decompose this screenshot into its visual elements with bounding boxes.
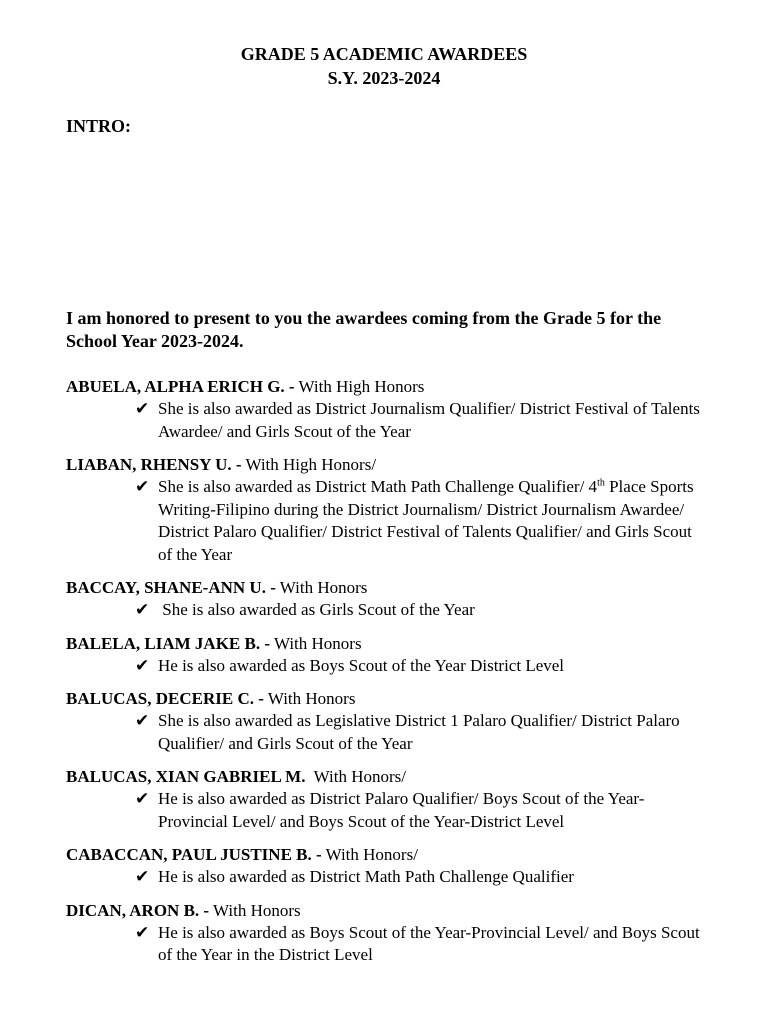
awardee-entry [66, 766, 706, 833]
checkmark-icon: ✔ [135, 922, 150, 942]
award-detail-text [158, 476, 706, 566]
award-detail [66, 788, 706, 833]
checkmark-icon: ✔ [135, 867, 150, 886]
document-title: GRADE 5 ACADEMIC AWARDEES [240, 44, 528, 64]
award-detail [66, 655, 706, 678]
awardee-name-line [66, 454, 706, 476]
checkmark-icon: ✔ [135, 789, 150, 808]
award-detail-text-end: Place Sports Writing-Filipino during the District Journalism/ District Journalism Awardee/ District Palaro Qualifier/ District Festival of Talents Qualifier/ and Girls Scout of the Year [158, 477, 694, 564]
award-detail-text: She is also awarded as Legislative District 1 Palaro Qualifier/ District Palaro Qualifier/ and Girls Scout of the Year [158, 711, 680, 753]
awardee-entry [66, 844, 706, 889]
award-detail [66, 476, 706, 566]
awardee-name: BALELA, LIAM JAKE B. - [66, 633, 271, 653]
awardee-name: BALUCAS, DECERIE C. - [66, 689, 264, 708]
award-detail-text: She is also awarded as District Journalism Qualifier/ District Festival of Talents Awardee/ and Girls Scout of the Year [158, 399, 700, 441]
awardee-name: DICAN, ARON B. - [66, 900, 210, 920]
awardee-entry [66, 577, 706, 622]
award-detail-text: He is also awarded as District Palaro Qualifier/ Boys Scout of the Year-Provincial Level/ and Boys Scout of the Year-District Level [158, 789, 645, 831]
awardee-entry [66, 376, 706, 443]
award-detail-text: He is also awarded as District Math Path Challenge Qualifier [158, 867, 574, 886]
checkmark-icon: ✔ [135, 477, 150, 496]
awardee-name: ABUELA, ALPHA ERICH G. - [66, 377, 295, 396]
school-year: S.Y. 2023-2024 [327, 68, 441, 88]
awardee-list [66, 376, 706, 978]
checkmark-icon: ✔ [135, 655, 150, 675]
award-detail [66, 922, 706, 967]
checkmark-icon: ✔ [135, 600, 150, 619]
award-detail-text: He is also awarded as Boys Scout of the Year-Provincial Level/ and Boys Scout of the Year in the District Level [158, 922, 700, 964]
award-detail [66, 599, 706, 622]
ordinal-suffix: th [597, 477, 605, 489]
awardee-name-line [66, 376, 706, 398]
awardee-name: BALUCAS, XIAN GABRIEL M. [66, 767, 306, 786]
awardee-name-line [66, 688, 706, 710]
awardee-honor: With Honors [275, 578, 368, 597]
awardee-name: LIABAN, RHENSY U. - [66, 455, 242, 474]
awardee-entry [66, 454, 706, 566]
awardee-entry [66, 633, 706, 678]
awardee-honor: With Honors [263, 689, 356, 708]
awardee-name-line [66, 577, 706, 599]
award-detail-text: He is also awarded as Boys Scout of the Year District Level [158, 655, 565, 675]
awardee-name-line [66, 633, 706, 655]
awardee-entry [66, 688, 706, 755]
awardee-honor: With Honors/ [305, 767, 406, 786]
awardee-name-line [66, 900, 706, 922]
award-detail [66, 710, 706, 755]
awardee-honor: With High Honors/ [241, 455, 377, 474]
awardee-honor: With Honors [270, 633, 362, 653]
awardee-entry [66, 900, 706, 967]
award-detail-text: She is also awarded as Girls Scout of the Year [158, 600, 475, 619]
awardee-name-line [66, 766, 706, 788]
intro-label: INTRO: [66, 116, 132, 136]
checkmark-icon: ✔ [135, 399, 150, 418]
award-detail [66, 398, 706, 443]
awardee-honor: With High Honors [294, 377, 425, 396]
awardee-honor: With Honors [209, 900, 301, 920]
lead-paragraph: I am honored to present to you the awardees coming from the Grade 5 for the School Year 2023-2024. [66, 308, 662, 351]
award-detail-text-start: She is also awarded as District Math Path Challenge Qualifier/ 4 [158, 477, 598, 496]
awardee-name-line [66, 844, 706, 866]
awardee-honor: With Honors/ [321, 845, 418, 864]
checkmark-icon: ✔ [135, 711, 150, 730]
awardee-name: BACCAY, SHANE-ANN U. - [66, 578, 276, 597]
awardee-name: CABACCAN, PAUL JUSTINE B. - [66, 845, 322, 864]
award-detail [66, 866, 706, 889]
